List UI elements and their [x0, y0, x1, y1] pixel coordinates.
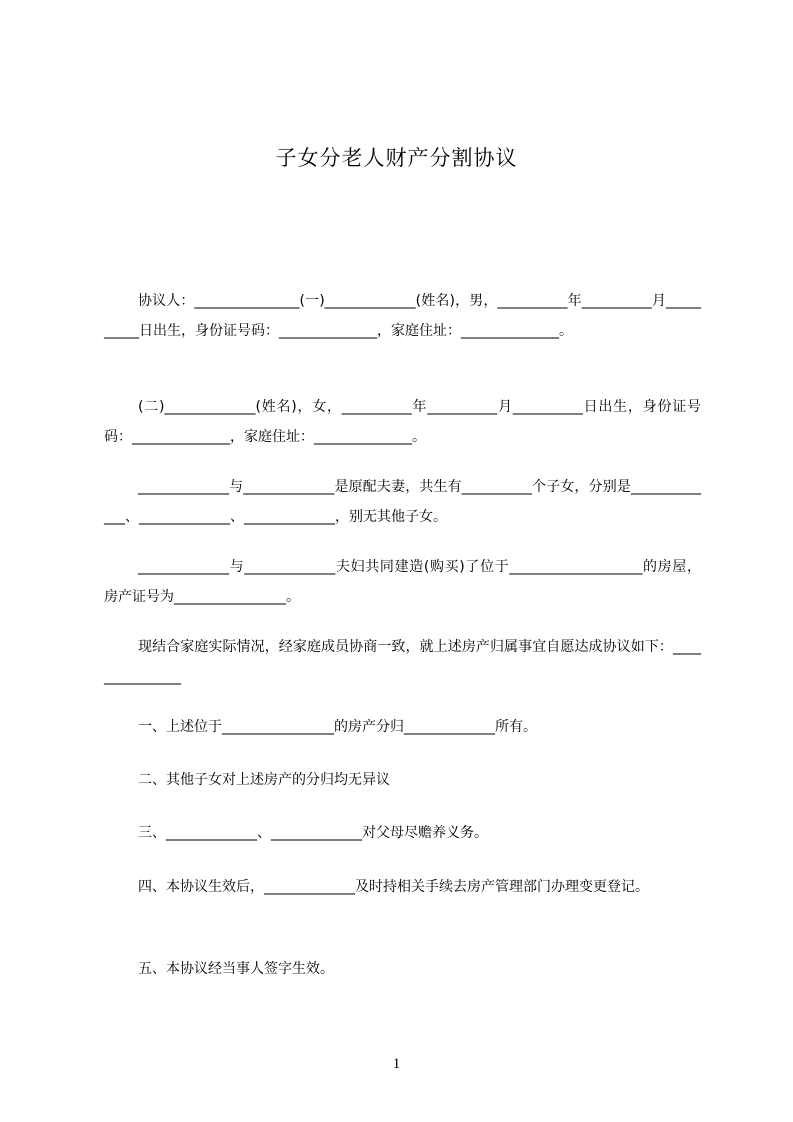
clause-5: 五、本协议经当事人签字生效。: [138, 961, 334, 977]
paragraph-property: _____________与_____________夫妇共同建造(购买)了位于___________________的房屋，房产证号为________________。: [104, 559, 701, 605]
paragraph-agreement-intro: 现结合家庭实际情况，经家庭成员协商一致，就上述房产归属事宜自愿达成协议如下：_______________: [104, 639, 701, 685]
paragraph-parties-2: (二)_____________(姓名)，女，__________年__________月__________日出生，身份证号码：______________，家庭住址：______________。: [104, 399, 701, 445]
paragraph-parties-1: 协议人：_______________(一)_____________(姓名)，男，__________年__________月__________日出生，身份证号码：______________，家庭住址：______________。: [104, 293, 701, 339]
document-title: 子女分老人财产分割协议: [275, 146, 518, 170]
paragraph-marriage: _____________与_____________是原配夫妻，共生有__________个子女，分别是_____________、_____________、_____________，别无其他子女。: [104, 479, 701, 525]
clause-4: 四、本协议生效后，_____________及时持相关手续去房产管理部门办理变更登记。: [138, 879, 649, 895]
clause-2: 二、其他子女对上述房产的分归均无异议: [138, 772, 390, 788]
clause-1: 一、上述位于________________的房产分归_____________所有。: [138, 719, 537, 735]
clause-3: 三、_____________、_____________对父母尽赡养义务。: [138, 825, 488, 841]
page-number: 1: [392, 1056, 401, 1072]
